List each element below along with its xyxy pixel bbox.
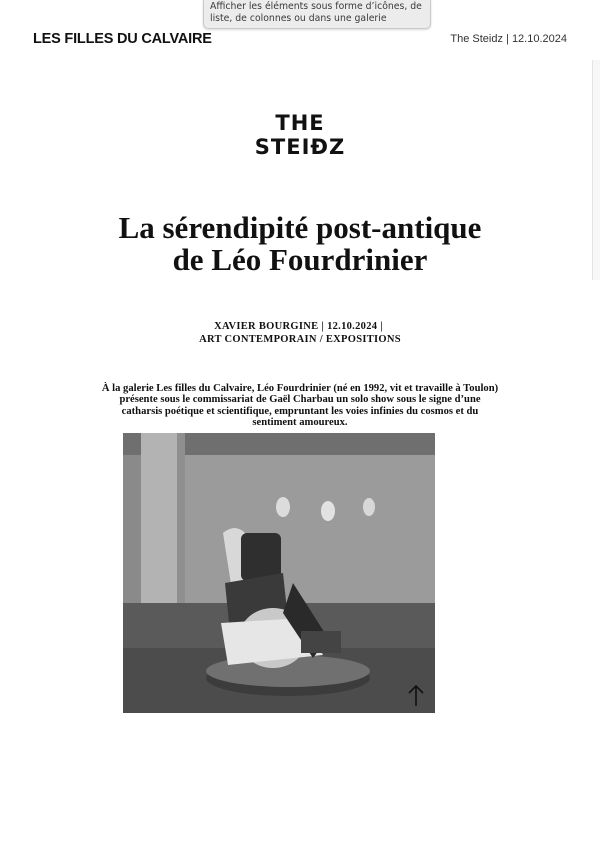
site-header xyxy=(33,30,567,48)
byline-separator: | xyxy=(380,321,383,332)
source-date-meta: The Steidz | 12.10.2024 xyxy=(450,33,567,45)
gallery-name-link[interactable]: LES FILLES DU CALVAIRE xyxy=(33,31,212,47)
arrow-up-icon xyxy=(403,683,429,709)
article-date: 12.10.2024 xyxy=(327,321,378,332)
logo-line-2: STEIÐZ xyxy=(254,135,346,159)
the-steidz-logo[interactable] xyxy=(0,111,600,159)
byline-separator: | xyxy=(321,321,325,332)
exhibition-photo xyxy=(123,433,435,713)
article-byline xyxy=(0,320,600,346)
article-categories[interactable]: ART CONTEMPORAIN / EXPOSITIONS xyxy=(199,334,401,345)
view-options-tooltip: Afficher les éléments sous forme d’icônes, de liste, de colonnes ou dans une galerie xyxy=(203,0,431,29)
author-name[interactable]: XAVIER BOURGINE xyxy=(214,321,319,332)
scrollbar[interactable] xyxy=(592,60,600,280)
article-intro: À la galerie Les filles du Calvaire, Léo Fourdrinier (né en 1992, vit et travaille à Toulon) présente sous le commissariat de Gaël Charbau un solo show sous le signe d’une catharsis poétique et scientifique, empruntant les voies infinies du cosmos et du sentiment amoureux. xyxy=(101,382,499,429)
article-title: La sérendipité post-antique de Léo Fourdrinier xyxy=(118,210,482,277)
logo-line-1: THE xyxy=(275,111,325,135)
scroll-to-top-button[interactable] xyxy=(403,683,429,709)
